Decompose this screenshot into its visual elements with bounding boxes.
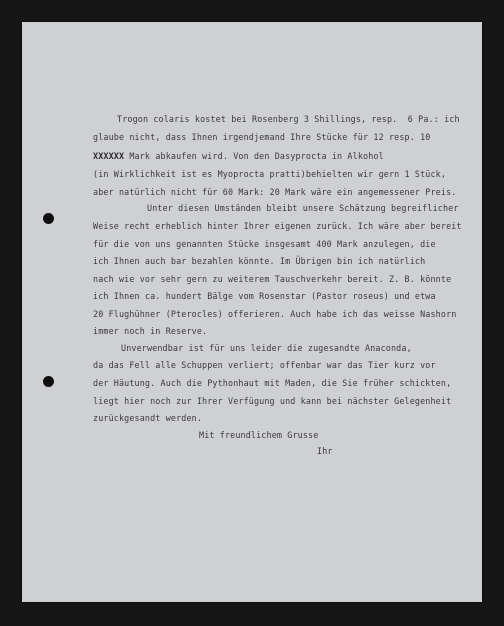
signature-line: Ihr [317, 446, 333, 456]
letter-line: da das Fell alle Schuppen verliert; offenbar war das Tier kurz vor [93, 360, 436, 370]
letter-line: zurückgesandt werden. [93, 413, 203, 423]
letter-line: ich Ihnen ca. hundert Bälge vom Rosenstar (Pastor roseus) und etwa [93, 291, 436, 301]
letter-line: liegt hier noch zur Ihrer Verfügung und kann bei nächster Gelegenheit [93, 396, 452, 406]
letter-line: Unter diesen Umständen bleibt unsere Schätzung begreiflicher [147, 203, 459, 213]
letter-line: Weise recht erheblich hinter Ihrer eigenen zurück. Ich wäre aber bereit [93, 221, 462, 231]
letter-line: nach wie vor sehr gern zu weiterem Tauschverkehr bereit. Z. B. könnte [93, 274, 452, 284]
struck-out-text: XXXXXX [93, 151, 125, 161]
closing-line: Mit freundlichem Grusse [199, 430, 319, 440]
punch-hole-bottom [43, 376, 54, 387]
letter-line: ich Ihnen auch bar bezahlen könnte. Im Übrigen bin ich natürlich [93, 256, 426, 266]
letter-line-text: Mark abkaufen wird. Von den Dasyprocta in Alkohol [129, 151, 384, 161]
letter-line: aber natürlich nicht für 60 Mark: 20 Mark wäre ein angemessener Preis. [93, 187, 457, 197]
punch-hole-top [43, 213, 54, 224]
letter-line: (in Wirklichkeit ist es Myoprocta pratti)behielten wir gern 1 Stück, [93, 169, 447, 179]
letter-line-3 [93, 151, 384, 161]
letter-line: Trogon colaris kostet bei Rosenberg 3 Shillings, resp. 6 Pa.: ich [117, 114, 460, 124]
letter-line: immer noch in Reserve. [93, 326, 208, 336]
letter-line: 20 Flughühner (Pterocles) offerieren. Auch habe ich das weisse Nashorn [93, 309, 457, 319]
letter-line: der Häutung. Auch die Pythonhaut mit Maden, die Sie früher schickten, [93, 378, 452, 388]
letter-line: für die von uns genannten Stücke insgesamt 400 Mark anzulegen, die [93, 239, 436, 249]
letter-line: Unverwendbar ist für uns leider die zugesandte Anaconda, [121, 343, 412, 353]
letter-line: glaube nicht, dass Ihnen irgendjemand Ihre Stücke für 12 resp. 10 [93, 132, 431, 142]
